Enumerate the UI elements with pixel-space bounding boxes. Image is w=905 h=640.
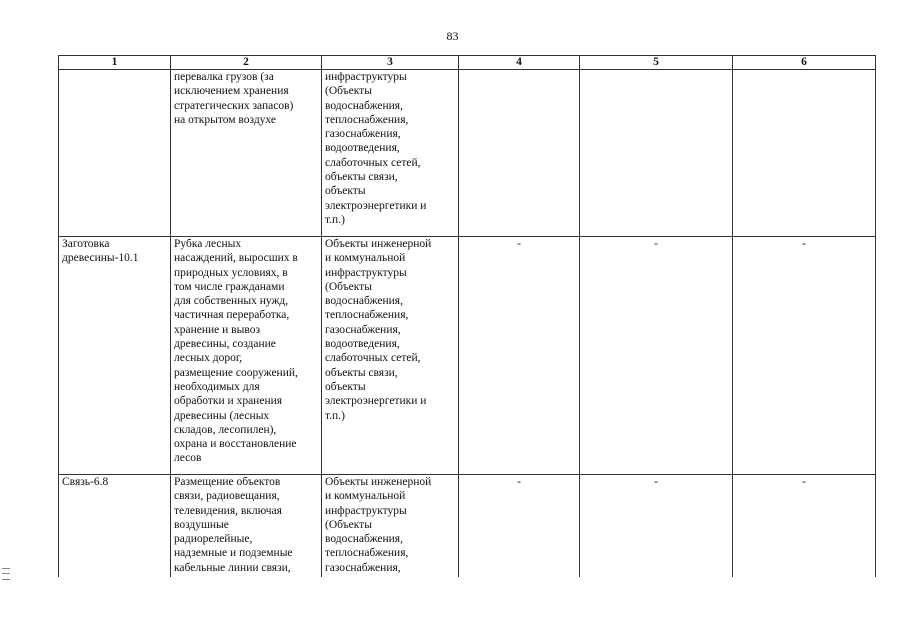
col-header-2: 2 xyxy=(171,56,322,70)
header-row xyxy=(59,56,876,70)
cell-auxiliary-use xyxy=(322,237,459,475)
cell-col5 xyxy=(580,475,733,577)
dash-value: - xyxy=(802,238,806,250)
cell-col5 xyxy=(580,237,733,475)
cell-land-use-type xyxy=(59,70,171,237)
col-header-1: 1 xyxy=(59,56,171,70)
dash-value: - xyxy=(517,238,521,250)
description-text: перевалка грузов (за исключением хранения стратегических запасов) на открытом воздухе xyxy=(174,71,294,126)
dash-value: - xyxy=(654,238,658,250)
cell-auxiliary-use xyxy=(322,70,459,237)
cell-col6 xyxy=(733,237,876,475)
auxiliary-use-text: Объекты инженерной и коммунальной инфраструктуры (Объекты водоснабжения, теплоснабжения, газоснабжения, xyxy=(325,476,432,574)
land-use-type-text: Связь-6.8 xyxy=(62,476,109,488)
cell-col4 xyxy=(459,237,580,475)
col-header-5: 5 xyxy=(580,56,733,70)
cell-description xyxy=(171,475,322,577)
cell-col4 xyxy=(459,475,580,577)
description-text: Размещение объектов связи, радиовещания, телевидения, включая воздушные радиорелейные, надземные и подземные кабельные линии связи, xyxy=(174,476,293,574)
cell-land-use-type xyxy=(59,475,171,577)
dash-value: - xyxy=(654,476,658,488)
cell-description xyxy=(171,237,322,475)
land-use-type-text: Заготовка древесины-10.1 xyxy=(62,238,139,265)
table-row xyxy=(59,70,876,237)
regulations-table xyxy=(58,55,876,577)
scan-margin-mark xyxy=(2,568,10,580)
dash-value: - xyxy=(802,476,806,488)
cell-auxiliary-use xyxy=(322,475,459,577)
col-header-6: 6 xyxy=(733,56,876,70)
table-row xyxy=(59,475,876,577)
cell-land-use-type xyxy=(59,237,171,475)
dash-value: - xyxy=(517,476,521,488)
auxiliary-use-text: Объекты инженерной и коммунальной инфраструктуры (Объекты водоснабжения, теплоснабжения, газоснабжения, водоотведения, слаботочных сетей, объекты связи, объекты электроэнергетики и т.п.) xyxy=(325,238,432,422)
auxiliary-use-text: инфраструктуры (Объекты водоснабжения, теплоснабжения, газоснабжения, водоотведения, слаботочных сетей, объекты связи, объекты электроэнергетики и т.п.) xyxy=(325,71,427,226)
cell-col4 xyxy=(459,70,580,237)
cell-col5 xyxy=(580,70,733,237)
description-text: Рубка лесных насаждений, выросших в природных условиях, в том числе гражданами для собственных нужд, частичная переработка, хранение и вывоз древесины, создание лесных дорог, размещение сооружений, необходимых для обработки и хранения древесины (лесных складов, лесопилен), охрана и восстановление лесов xyxy=(174,238,298,465)
page-number: 83 xyxy=(446,29,459,43)
col-header-4: 4 xyxy=(459,56,580,70)
cell-col6 xyxy=(733,475,876,577)
cell-description xyxy=(171,70,322,237)
col-header-3: 3 xyxy=(322,56,459,70)
cell-col6 xyxy=(733,70,876,237)
table-row xyxy=(59,237,876,475)
